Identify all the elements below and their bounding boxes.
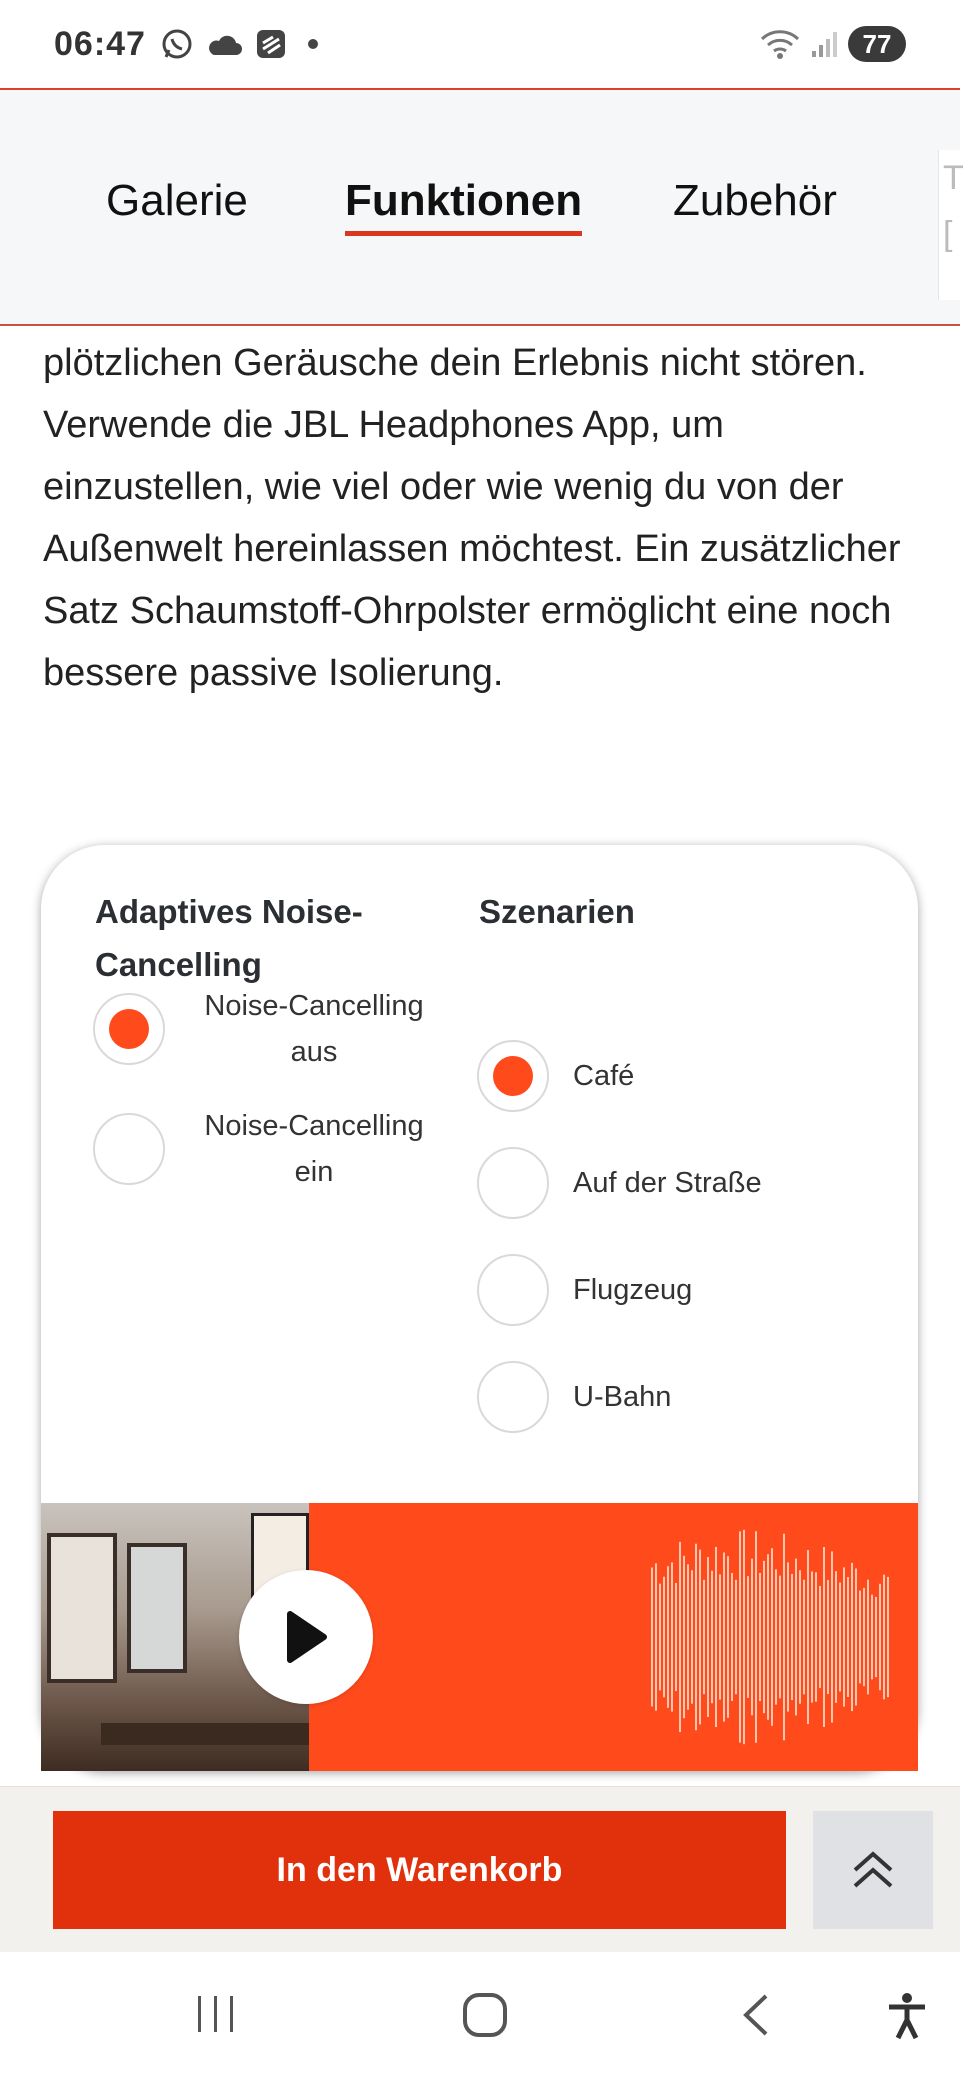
photo-window — [127, 1543, 187, 1673]
waveform-bar — [759, 1573, 761, 1701]
play-icon — [284, 1610, 328, 1664]
radio-button[interactable] — [93, 1113, 165, 1185]
waveform-bar — [747, 1576, 749, 1698]
waveform-bar — [711, 1571, 713, 1703]
photo-table — [101, 1723, 309, 1745]
waveform-bar — [655, 1563, 657, 1710]
waveform-bar — [763, 1561, 765, 1713]
mode-label-line: Noise-Cancelling — [204, 1110, 424, 1142]
status-time: 06:47 — [54, 24, 146, 63]
waveform-bar — [663, 1577, 665, 1698]
waveform-bar — [803, 1580, 805, 1695]
waveform-bar — [799, 1570, 801, 1703]
mode-option-on[interactable] — [93, 1103, 439, 1195]
whatsapp-icon — [160, 27, 194, 61]
waveform-bar — [843, 1567, 845, 1706]
scenario-label: Flugzeug — [573, 1274, 693, 1306]
mode-label — [189, 983, 439, 1075]
waveform-bar — [863, 1588, 865, 1686]
waveform-bar — [731, 1573, 733, 1701]
waveform-bar — [651, 1568, 653, 1707]
mode-label-line: ein — [294, 1156, 334, 1188]
active-tab-underline — [345, 231, 582, 236]
waveform-bar — [735, 1580, 737, 1694]
waveform-bar — [707, 1557, 709, 1717]
mode-label-line: Noise-Cancelling — [204, 990, 424, 1022]
double-chevron-up-icon — [851, 1848, 895, 1892]
notification-dot — [308, 39, 318, 49]
play-button[interactable] — [239, 1570, 373, 1704]
tab-zubehoer[interactable] — [673, 176, 837, 226]
waveform-bar — [703, 1580, 705, 1694]
feature-description: plötzlichen Geräusche dein Erlebnis nicht stören. Verwende die JBL Headphones App, um einzustellen, wie viel oder wie wenig du von der Außenwelt hereinlassen möchtest. Ein zusätzlicher Satz Schaumstoff-Ohrpolster ermöglicht eine noch bessere passive Isolierung. — [43, 342, 901, 694]
back-icon[interactable] — [740, 1992, 770, 2038]
scroll-to-top-button[interactable] — [813, 1811, 933, 1929]
app-icon — [254, 27, 288, 61]
waveform-bar — [723, 1552, 725, 1721]
waveform-bar — [855, 1568, 857, 1705]
recent-apps-icon[interactable] — [194, 1992, 238, 2036]
system-nav-bar — [0, 1952, 960, 2081]
waveform-bar — [815, 1572, 817, 1701]
battery-indicator: 77 — [848, 26, 906, 62]
waveform-bar — [671, 1562, 673, 1711]
waveform-bar — [867, 1580, 869, 1695]
waveform-bar — [779, 1576, 781, 1699]
wifi-icon — [760, 27, 800, 61]
waveform-bar — [791, 1574, 793, 1700]
waveform-bar — [659, 1584, 661, 1691]
waveform-bar — [831, 1551, 833, 1722]
waveform-bar — [883, 1575, 885, 1700]
waveform-bar — [783, 1534, 785, 1741]
radio-button[interactable] — [477, 1361, 549, 1433]
waveform-bar — [887, 1577, 889, 1697]
waveform-bar — [787, 1562, 789, 1711]
scenario-option-subway[interactable] — [477, 1361, 671, 1433]
waveform-bar — [679, 1542, 681, 1732]
waveform-bar — [683, 1556, 685, 1718]
next-tab-peek[interactable]: T [ — [938, 150, 978, 300]
waveform-bar — [771, 1548, 773, 1726]
waveform-bar — [739, 1531, 741, 1742]
waveform — [649, 1523, 889, 1751]
tab-label: Galerie — [106, 176, 248, 225]
scenario-label: U-Bahn — [573, 1381, 672, 1413]
waveform-bar — [859, 1591, 861, 1684]
waveform-bar — [807, 1550, 809, 1724]
waveform-bar — [743, 1530, 745, 1744]
accessibility-icon[interactable] — [886, 1992, 928, 2040]
audio-player — [41, 1503, 918, 1771]
tab-header — [0, 88, 964, 326]
noise-cancelling-title — [95, 885, 415, 991]
waveform-bar — [875, 1597, 877, 1677]
waveform-bar — [719, 1574, 721, 1699]
cloud-icon — [206, 31, 242, 57]
radio-selected-dot — [493, 1056, 533, 1096]
waveform-bar — [839, 1582, 841, 1691]
waveform-bar — [687, 1564, 689, 1709]
noise-cancelling-demo-card — [41, 845, 918, 1771]
radio-button[interactable] — [477, 1040, 549, 1112]
waveform-bar — [699, 1550, 701, 1725]
scenario-option-plane[interactable] — [477, 1254, 692, 1326]
waveform-bar — [775, 1569, 777, 1704]
waveform-bar — [695, 1544, 697, 1731]
status-right-icons — [760, 26, 906, 62]
waveform-bar — [691, 1570, 693, 1703]
waveform-bar — [835, 1571, 837, 1703]
mode-label — [189, 1103, 439, 1195]
waveform-bar — [851, 1563, 853, 1711]
waveform-bar — [755, 1531, 757, 1742]
scenarios-title: Szenarien — [479, 893, 635, 930]
status-left-icons — [160, 27, 318, 61]
photo-window — [47, 1533, 117, 1683]
waveform-bar — [823, 1547, 825, 1727]
waveform-bar — [827, 1580, 829, 1694]
tab-funktionen[interactable] — [345, 176, 582, 226]
scenario-option-cafe[interactable] — [477, 1040, 634, 1112]
status-bar — [0, 0, 960, 88]
signal-icon — [810, 29, 838, 59]
waveform-bar — [767, 1554, 769, 1720]
radio-button[interactable] — [93, 993, 165, 1065]
waveform-bar — [727, 1556, 729, 1718]
cta-bar — [0, 1786, 960, 1952]
waveform-bar — [819, 1586, 821, 1688]
scenario-option-street[interactable] — [477, 1147, 762, 1219]
waveform-bar — [675, 1583, 677, 1691]
scenario-label: Café — [573, 1060, 635, 1092]
waveform-bar — [847, 1577, 849, 1697]
waveform-bar — [667, 1566, 669, 1707]
waveform-bar — [751, 1559, 753, 1716]
waveform-bar — [879, 1584, 881, 1690]
tab-label: Funktionen — [345, 176, 583, 225]
waveform-bar — [871, 1595, 873, 1680]
mode-label-line: aus — [290, 1036, 338, 1068]
title-line: Cancelling — [95, 946, 262, 983]
add-to-cart-button[interactable]: In den Warenkorb — [53, 1811, 786, 1929]
waveform-bar — [715, 1547, 717, 1727]
radio-button[interactable] — [477, 1254, 549, 1326]
waveform-bar — [811, 1571, 813, 1702]
title-line: Adaptives Noise- — [95, 893, 363, 930]
tab-label: Zubehör — [673, 176, 837, 225]
scenario-label: Auf der Straße — [573, 1167, 762, 1199]
radio-button[interactable] — [477, 1147, 549, 1219]
radio-selected-dot — [109, 1009, 149, 1049]
home-icon[interactable] — [462, 1992, 508, 2038]
mode-option-off[interactable] — [93, 983, 439, 1075]
audio-panel — [309, 1503, 918, 1771]
waveform-bar — [795, 1559, 797, 1716]
tab-galerie[interactable] — [106, 176, 248, 226]
